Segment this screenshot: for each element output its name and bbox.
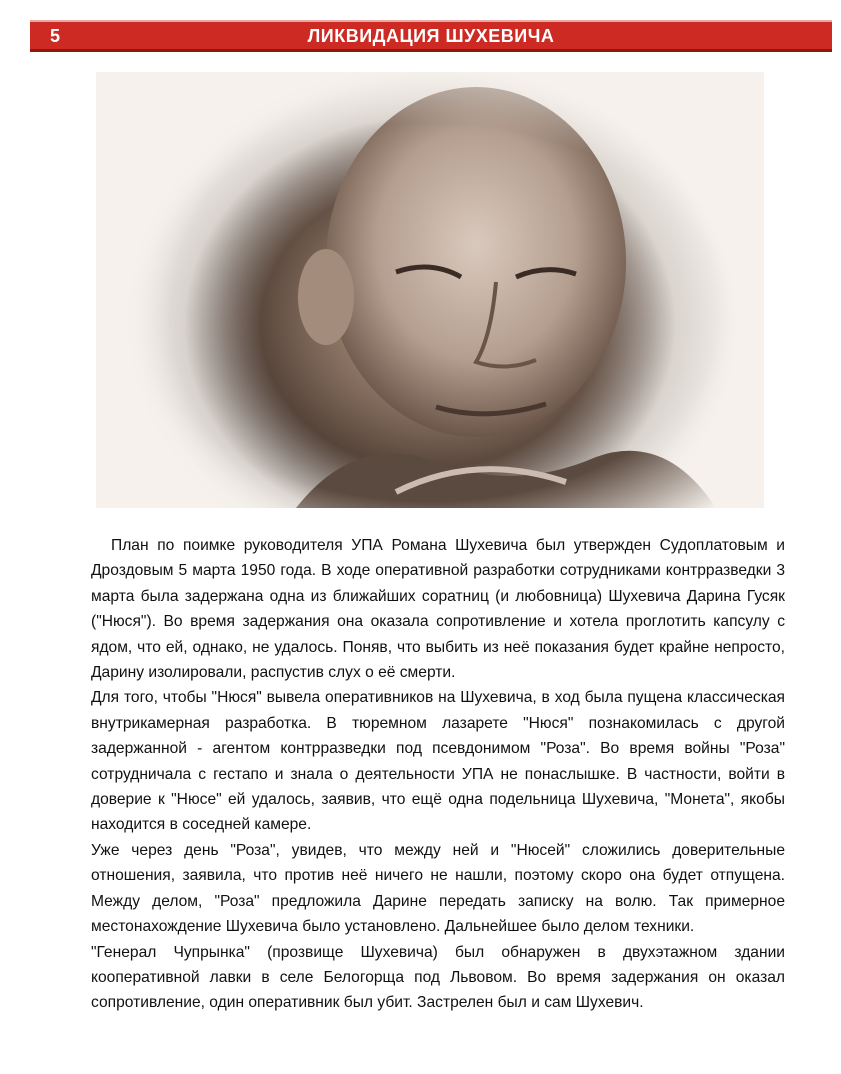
portrait-image — [96, 72, 764, 508]
paragraph: Уже через день "Роза", увидев, что между ней и "Нюсей" сложились доверительные отношения, заявила, что против неё ничего не нашли, поэтому скоро она будет отпущена. Между делом, "Роза" предложила Дарине передать записку на волю. Так примерное местонахождение Шухевича было установлено. Дальнейшее было делом техники. — [91, 841, 785, 936]
page-title: ЛИКВИДАЦИЯ ШУХЕВИЧА — [307, 26, 555, 46]
portrait-photo — [96, 72, 764, 508]
article-body — [91, 533, 785, 1016]
paragraph: Для того, чтобы "Нюся" вывела оперативников на Шухевича, в ход была пущена классическая внутрикамерная разработка. В тюремном лазарете "Нюся" познакомилась с другой задержанной - агентом контрразведки под псевдонимом "Роза". Во время войны "Роза" сотрудничала с гестапо и знала о деятельности УПА не понаслышке. В частности, войти в доверие к "Нюсе" ей удалось, заявив, что ещё одна подельница Шухевича, "Монета", якобы находится в соседней камере. — [91, 689, 785, 834]
header-bar — [30, 20, 832, 52]
page-number: 5 — [50, 26, 61, 46]
paragraph: "Генерал Чупрынка" (прозвище Шухевича) был обнаружен в двухэтажном здании кооперативной лавки в селе Белогорща под Львовом. Во время задержания он оказал сопротивление, один оперативник был убит. Застрелен был и сам Шухевич. — [91, 943, 785, 1012]
paragraph: План по поимке руководителя УПА Романа Шухевича был утвержден Судоплатовым и Дроздовым 5 марта 1950 года. В ходе оперативной разработки сотрудниками контрразведки 3 марта была задержана одна из ближайших соратниц (и любовница) Шухевича Дарина Гусяк ("Нюся"). Во время задержания она оказала сопротивление и хотела проглотить капсулу с ядом, что ей, однако, не удалось. Поняв, что выбить из неё показания будет крайне непросто, Дарину изолировали, распустив слух о её смерти. — [91, 537, 785, 682]
